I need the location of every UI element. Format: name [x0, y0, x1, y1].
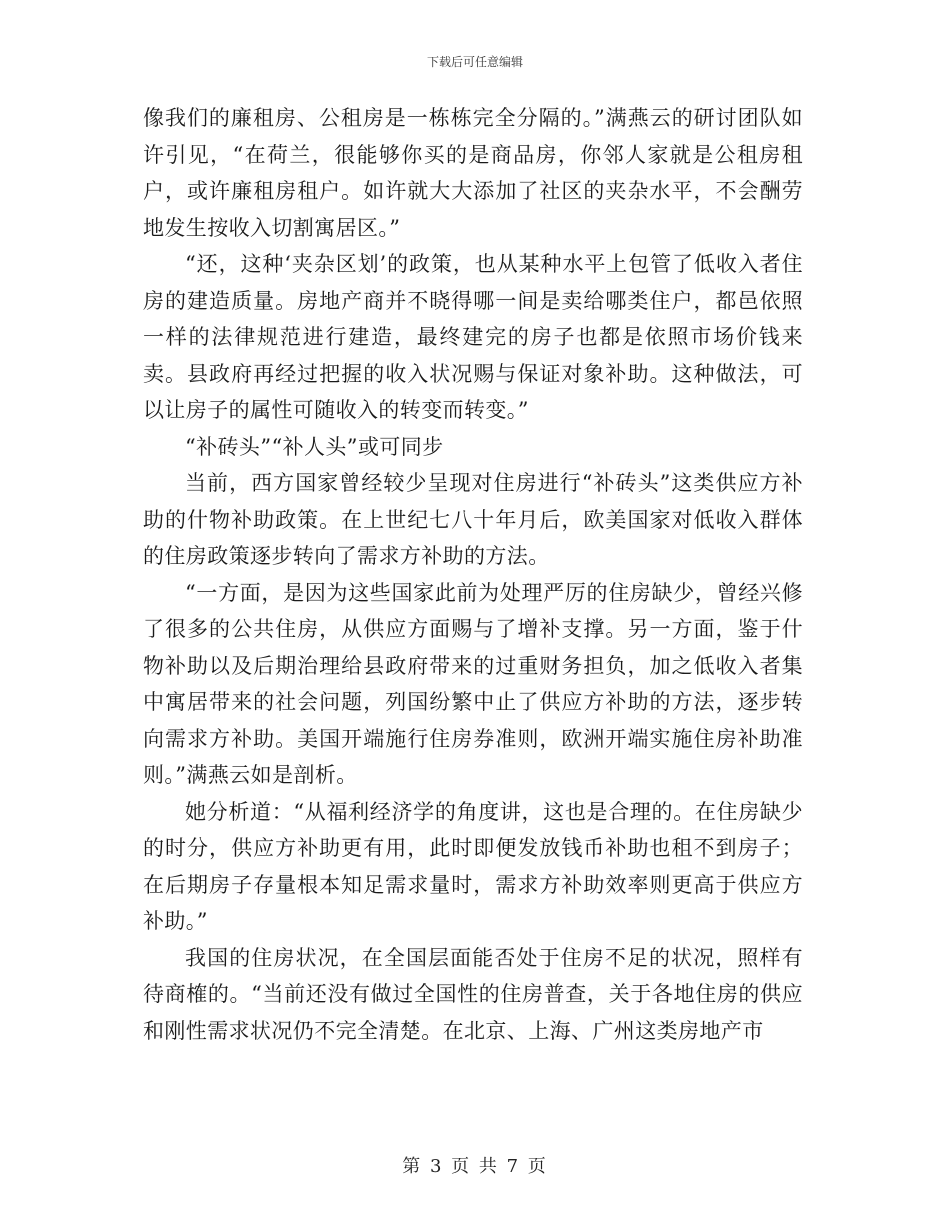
section-heading: “补砖头”“补人头”或可同步	[185, 434, 444, 459]
page-footer: 第 3 页 共 7 页	[402, 1156, 548, 1177]
paragraph-2: “还，这种‘夹杂区划’的政策，也从某种水平上包管了低收入者住房的建造质量。房地产商并不晓得哪一间是卖给哪类住户，都邑依照一样的法律规范进行建造，最终建完的房子也都是依照市场价钱来卖。县政府再经过把握的收入状况赐与保证对象补助。这种做法，可以让房子的属性可随收入的转变而转变。”	[143, 252, 803, 422]
paragraph-4: “一方面，是因为这些国家此前为处理严厉的住房缺少，曾经兴修了很多的公共住房，从供应方面赐与了增补支撑。另一方面，鉴于什物补助以及后期治理给县政府带来的过重财务担负，加之低收入者集中寓居带来的社会问题，列国纷繁中止了供应方补助的方法，逐步转向需求方补助。美国开端施行住房券准则，欧洲开端实施住房补助准则。”满燕云如是剖析。	[143, 580, 803, 787]
paragraph-5: 她分析道：“从福利经济学的角度讲，这也是合理的。在住房缺少的时分，供应方补助更有用，此时即便发放钱币补助也租不到房子；在后期房子存量根本知足需求量时，需求方补助效率则更高于供应方补助。”	[143, 799, 803, 933]
paragraph-3: 当前，西方国家曾经较少呈现对住房进行“补砖头”这类供应方补助的什物补助政策。在上世纪七八十年月后，欧美国家对低收入群体的住房政策逐步转向了需求方补助的方法。	[143, 471, 803, 568]
paragraph-1: 像我们的廉租房、公租房是一栋栋完全分隔的。”满燕云的研讨团队如许引见，“在荷兰，很能够你买的是商品房，你邻人家就是公租房租户，或许廉租房租户。如许就大大添加了社区的夹杂水平，不会酬劳地发生按收入切割寓居区。”	[143, 106, 803, 240]
page-header: 下载后可任意编辑	[426, 55, 523, 69]
document-body	[143, 100, 803, 1049]
paragraph-6: 我国的住房状况，在全国层面能否处于住房不足的状况，照样有待商榷的。“当前还没有做过全国性的住房普查，关于各地住房的供应和刚性需求状况仍不完全清楚。在北京、上海、广州这类房地产市	[143, 945, 803, 1043]
